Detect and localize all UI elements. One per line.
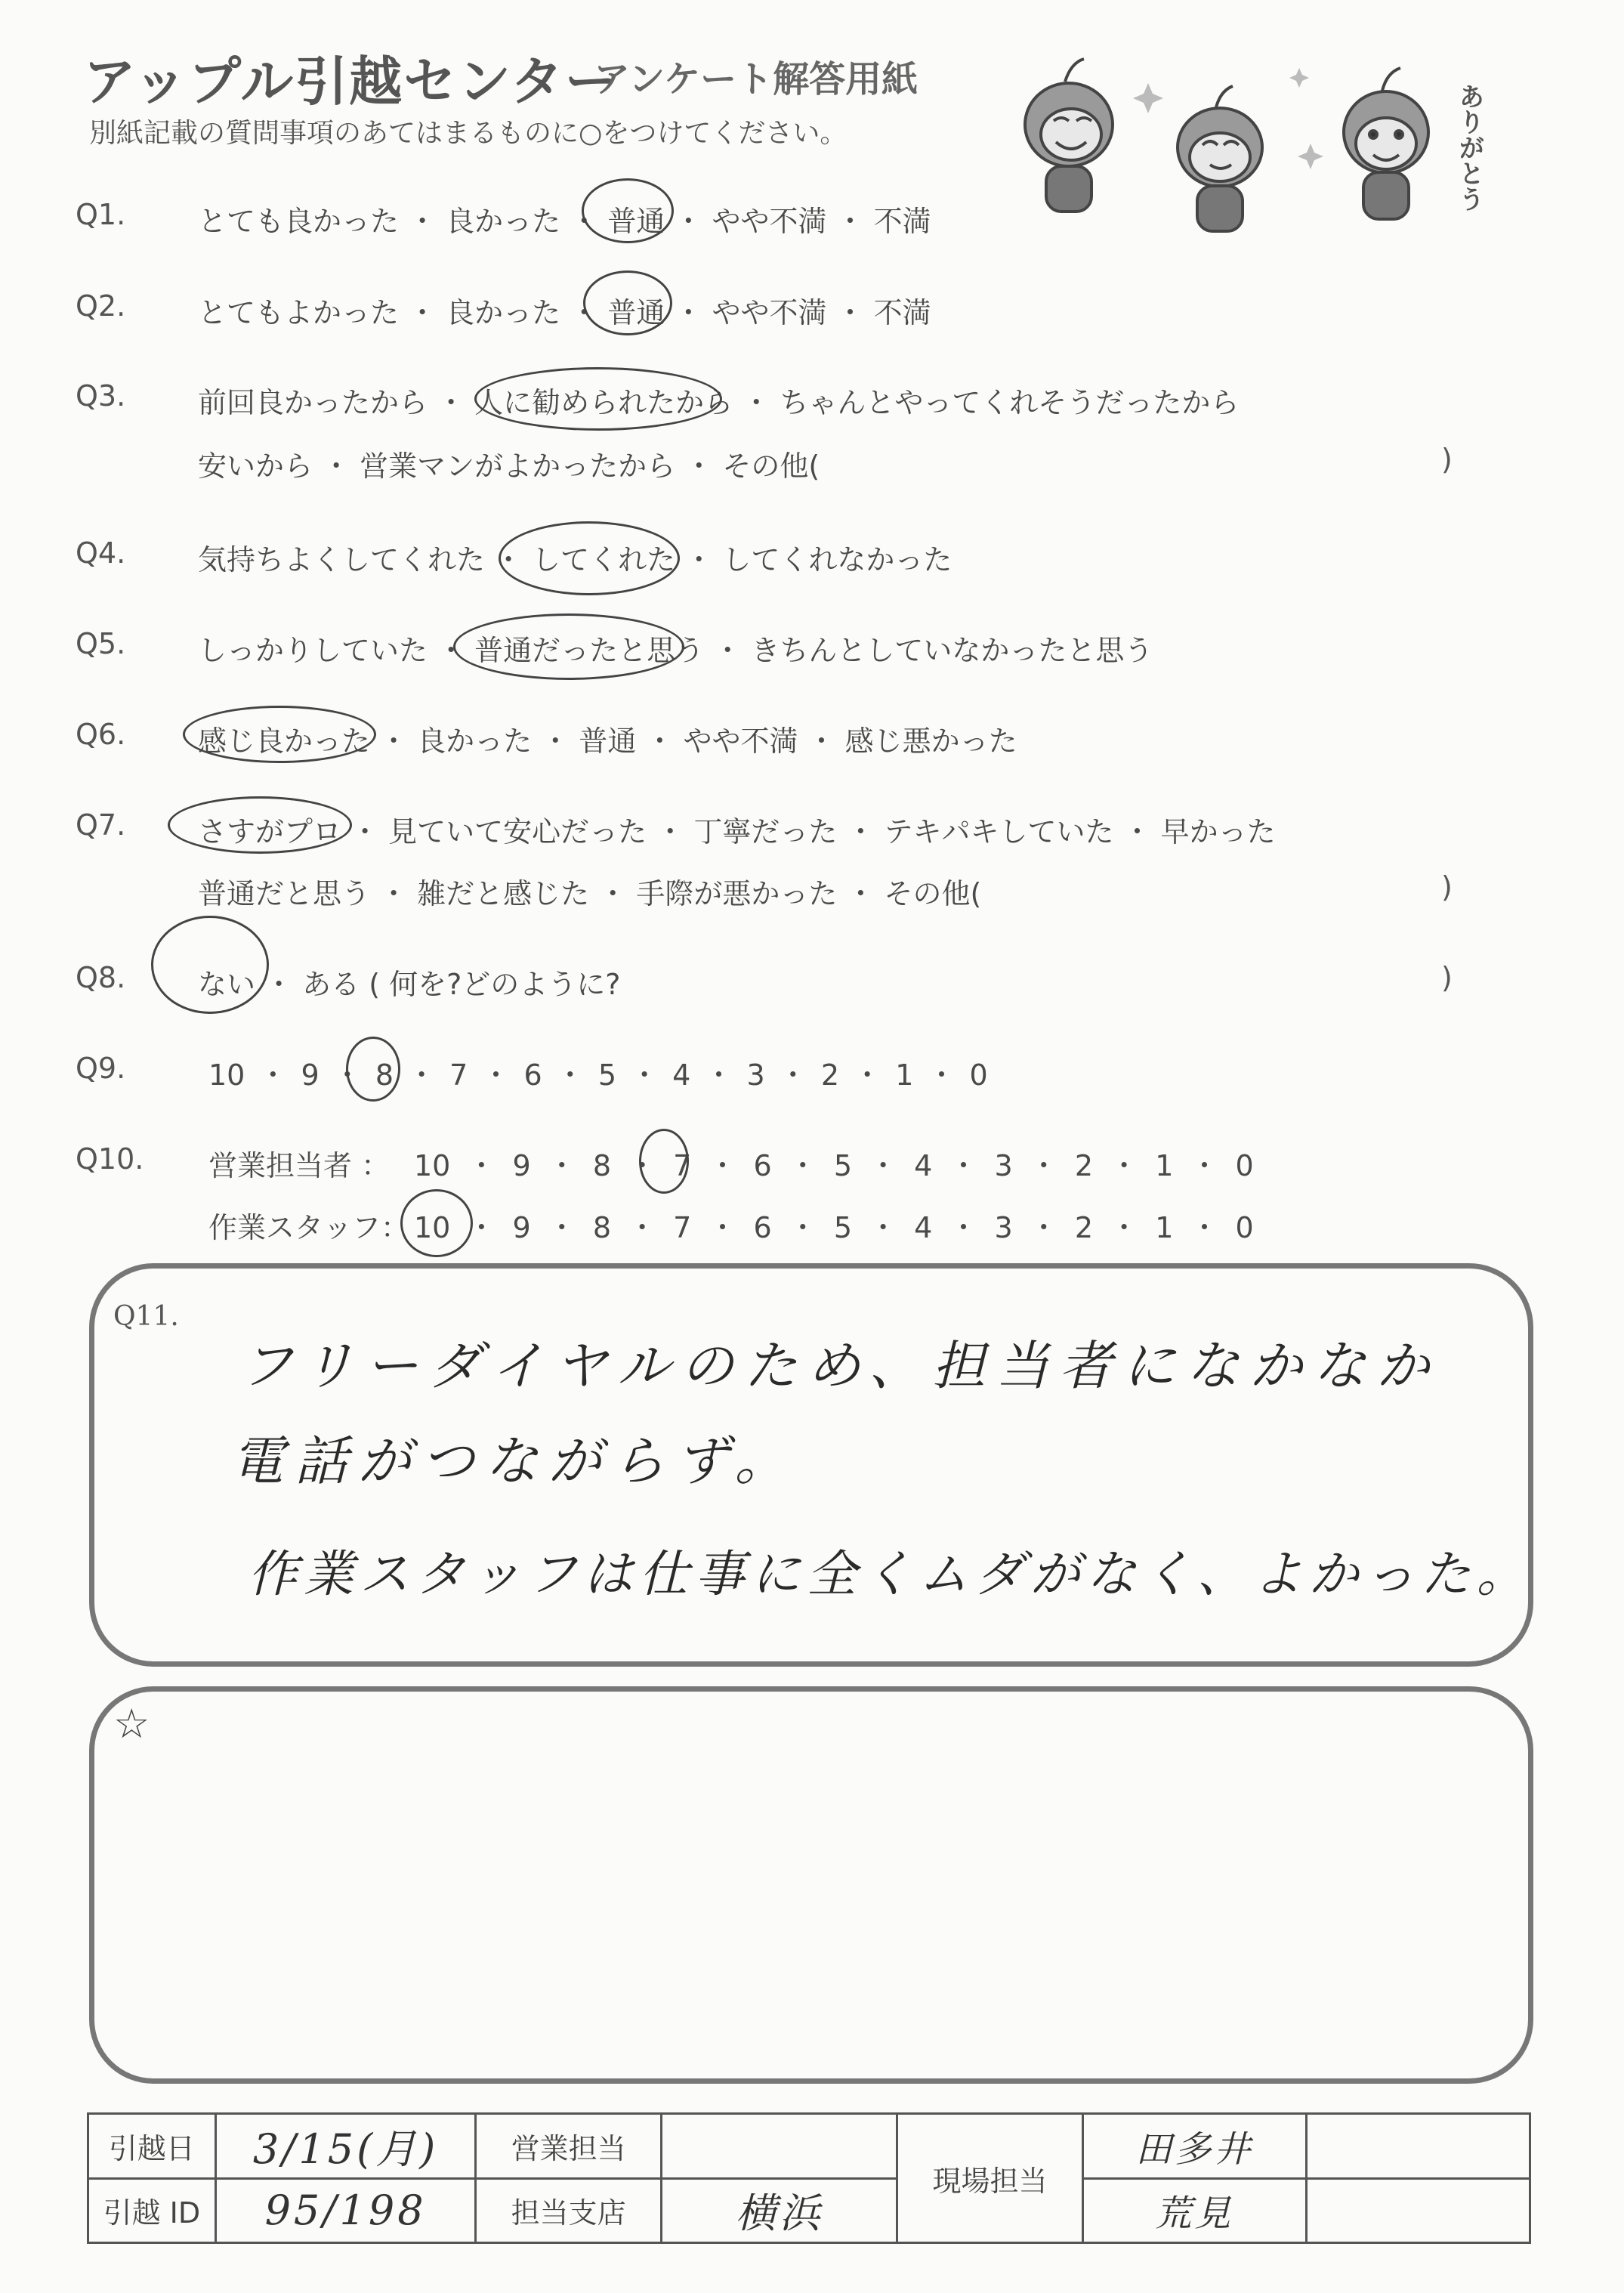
q8-options: ない ・ ある ( 何を?どのように? (198, 968, 621, 1001)
q8-close-paren: ) (1441, 961, 1453, 994)
q6-options: 感じ良かった ・ 良かった ・ 普通 ・ やや不満 ・ 感じ悪かった (198, 725, 1017, 758)
q7-label: Q7. (76, 808, 126, 842)
q7-options-line2: 普通だと思う ・ 雑だと感じた ・ 手際が悪かった ・ その他( (198, 877, 982, 910)
thanks-text: ありがとう (1454, 83, 1484, 212)
branch-label: 担当支店 (476, 2178, 662, 2243)
monkey-right-icon (1344, 68, 1428, 219)
move-date-label: 引越日 (88, 2114, 216, 2179)
q10-sales-answer-circle (639, 1129, 689, 1194)
q7-close-paren: ) (1441, 870, 1453, 904)
site-staff-label: 現場担当 (897, 2114, 1083, 2243)
monkey-left-icon (1025, 59, 1113, 212)
q11-label: Q11. (113, 1301, 179, 1332)
q4-answer-circle (499, 521, 680, 595)
q10-sales-scale: 10 ・ 9 ・ 8 ・ 7 ・ 6 ・ 5 ・ 4 ・ 3 ・ 2 ・ 1 ・ 0 (414, 1149, 1254, 1182)
q4-label: Q4. (76, 536, 126, 570)
star-icon: ☆ (113, 1700, 150, 1748)
q10-sales-label: 営業担当者 ： (208, 1149, 391, 1182)
star-comment-box (89, 1686, 1533, 2084)
q11-handwritten-line2: 電話がつながらず。 (231, 1430, 798, 1492)
sales-rep-label: 営業担当 (476, 2114, 662, 2179)
q4-options: 気持ちよくしてくれた ・ してくれた ・ してくれなかった (198, 543, 952, 576)
site-staff-value-1: 田多井 (1082, 2114, 1306, 2179)
site-staff-empty-2 (1306, 2178, 1530, 2243)
q7-options-line1: さすがプロ ・ 見ていて安心だった ・ 丁寧だった ・ テキパキしていた ・ 早かった (198, 815, 1276, 848)
q1-answer-circle (582, 178, 674, 243)
site-staff-empty-1 (1306, 2114, 1530, 2179)
site-staff-value-2: 荒見 (1082, 2178, 1306, 2243)
q10-staff-answer-circle (400, 1189, 473, 1257)
q2-label: Q2. (76, 289, 126, 323)
q8-answer-circle (151, 916, 269, 1014)
move-id-label: 引越 ID (88, 2178, 216, 2243)
q3-label: Q3. (76, 379, 126, 413)
form-subtitle: アンケート解答用紙 (594, 58, 919, 100)
company-title: アップル引越センター (83, 51, 619, 113)
q1-label: Q1. (76, 198, 126, 231)
q3-answer-circle (474, 367, 722, 431)
q2-options: とてもよかった ・ 良かった ・ 普通 ・ やや不満 ・ 不満 (198, 296, 931, 329)
q3-close-paren: ) (1441, 443, 1453, 476)
q9-answer-circle (346, 1037, 400, 1102)
q3-options-line2: 安いから ・ 営業マンがよかったから ・ その他( (198, 450, 820, 483)
q10-staff-label: 作業スタッフ： (208, 1211, 410, 1244)
monkey-middle-icon (1178, 86, 1262, 231)
q5-answer-circle (453, 613, 684, 680)
q1-options: とても良かった ・ 良かった ・ 普通 ・ やや不満 ・ 不満 (198, 205, 931, 238)
branch-value: 横浜 (661, 2178, 897, 2243)
move-id-value: 95/198 (215, 2178, 476, 2243)
instruction-text: 別紙記載の質問事項のあてはまるものに○をつけてください。 (89, 118, 848, 149)
mascot-illustration (1012, 53, 1511, 249)
q6-label: Q6. (76, 718, 126, 751)
move-date-value: 3/15(月) (215, 2114, 476, 2179)
q9-scale: 10 ・ 9 ・ 8 ・ 7 ・ 6 ・ 5 ・ 4 ・ 3 ・ 2 ・ 1 ・ 0 (208, 1058, 988, 1092)
sales-rep-value (661, 2114, 897, 2179)
q11-handwritten-line3: 作業スタッフは仕事に全くムダがなく、よかった。 (248, 1545, 1533, 1603)
q9-label: Q9. (76, 1052, 126, 1085)
q10-staff-scale: 10 ・ 9 ・ 8 ・ 7 ・ 6 ・ 5 ・ 4 ・ 3 ・ 2 ・ 1 ・ 0 (414, 1211, 1254, 1244)
q10-label: Q10. (76, 1142, 144, 1176)
q6-answer-circle (183, 706, 376, 763)
q8-label: Q8. (76, 961, 126, 994)
q5-options: しっかりしていた ・ 普通だったと思う ・ きちんとしていなかったと思う (198, 634, 1153, 667)
footer-info-table (87, 2112, 1531, 2244)
q2-answer-circle (583, 270, 672, 335)
q3-options-line1: 前回良かったから ・ 人に勧められたから ・ ちゃんとやってくれそうだったから (198, 386, 1240, 419)
q11-handwritten-line1: フリーダイヤルのため、担当者になかなか (240, 1335, 1440, 1397)
q7-answer-circle (168, 796, 352, 854)
q5-label: Q5. (76, 627, 126, 660)
